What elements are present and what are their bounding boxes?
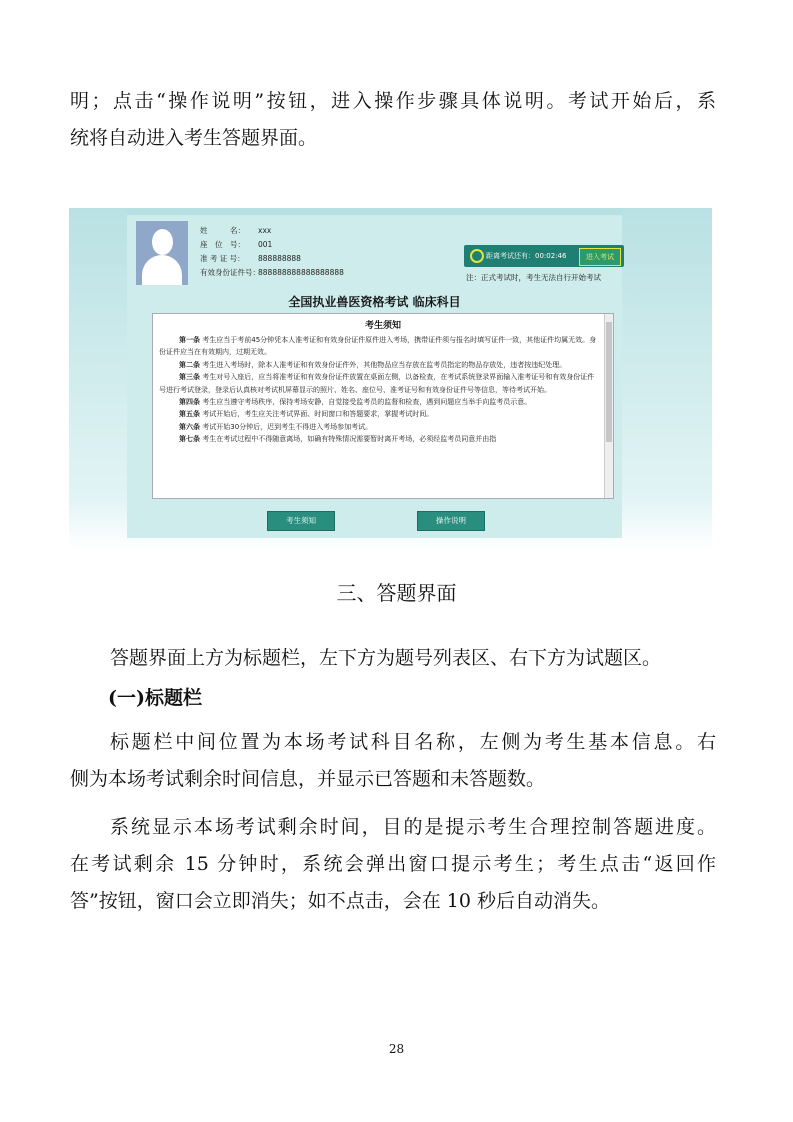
enter-exam-button[interactable]: 进入考试 <box>579 248 621 266</box>
candidate-name: 姓 名： xxx <box>200 226 272 235</box>
scroll-thumb[interactable] <box>606 322 612 442</box>
candidate-photo <box>136 221 188 285</box>
exam-title: 全国执业兽医资格考试 临床科目 <box>288 295 461 309</box>
paragraph-line: 标题栏中间位置为本场考试科目名称，左侧为考生基本信息。右 <box>110 731 716 753</box>
candidate-seat: 座 位 号： 001 <box>200 240 273 249</box>
candidate-id: 有效身份证件号：888888888888888888 <box>200 268 344 277</box>
notice-rule: 第二条 考生进入考场时，除本人准考证和有效身份证件外，其他物品应当存放在监考员指定的物品存放处，违者按违纪处理。 <box>179 360 567 369</box>
section-heading: 三、答题界面 <box>336 581 457 605</box>
clock-icon <box>470 249 484 263</box>
notice-rule: 第六条 考试开始30分钟后，迟到考生不得进入考场参加考试。 <box>179 422 373 431</box>
countdown-text: 距离考试还有：00:02:46 <box>486 252 567 260</box>
notice-button[interactable]: 考生须知 <box>267 511 335 531</box>
notice-box[interactable] <box>152 313 614 499</box>
candidate-ticket: 准 考 证 号： 888888888 <box>200 254 301 263</box>
notice-rule: 第一条 考生应当于考前45分钟凭本人准考证和有效身份证件原件进入考场，携带证件须与报名时填写证件一致，其他证件均属无效。身份证件应当在有效期内，过期无效。 <box>159 336 597 357</box>
subheading: (一)标题栏 <box>108 687 202 709</box>
notice-rule: 第五条 考试开始后，考生应关注考试界面、时间窗口和答题要求，掌握考试时间。 <box>179 410 434 419</box>
paragraph-line: 侧为本场考试剩余时间信息，并显示已答题和未答题数。 <box>70 768 546 790</box>
start-note: 注：正式考试时，考生无法自行开始考试 <box>466 273 601 282</box>
paragraph-line: 明；点击“操作说明”按钮，进入操作步骤具体说明。考试开始后，系 <box>70 90 716 112</box>
intro-paragraph: 答题界面上方为标题栏，左下方为题号列表区、右下方为试题区。 <box>110 647 662 669</box>
paragraph-line: 在考试剩余 15 分钟时，系统会弹出窗口提示考生；考生点击“返回作 <box>70 853 716 875</box>
notice-title: 考生须知 <box>364 321 401 331</box>
paragraph-line: 系统显示本场考试剩余时间，目的是提示考生合理控制答题进度。 <box>110 816 716 838</box>
login-screenshot <box>69 208 712 550</box>
paragraph-line: 答”按钮，窗口会立即消失；如不点击，会在 10 秒后自动消失。 <box>70 890 610 912</box>
page-number: 28 <box>388 1042 405 1056</box>
countdown-bar <box>464 245 624 267</box>
notice-rule: 第七条 考生在考试过程中不得随意离场，如确有特殊情况需要暂时离开考场，必须经监考员同意并由指 <box>179 435 497 444</box>
exam-login-panel <box>127 215 622 538</box>
help-button[interactable]: 操作说明 <box>417 511 485 531</box>
notice-rule: 第三条 考生对号入座后，应当将准考证和有效身份证件放置在桌面左侧，以备检查，在考试系统登录界面输入准考证号和有效身份证件号进行考试登录，登录后认真核对考试机屏幕显示的照片、姓名、座位号、准考证号和有效身份证件号等信息，等待考试开始。 <box>159 373 595 394</box>
notice-rule: 第四条 考生应当遵守考场秩序，保持考场安静，自觉接受监考员的监督和检查，遇到问题应当举手向监考员示意。 <box>179 398 532 407</box>
notice-scrollbar[interactable] <box>604 314 613 498</box>
paragraph-line: 统将自动进入考生答题界面。 <box>70 127 318 149</box>
